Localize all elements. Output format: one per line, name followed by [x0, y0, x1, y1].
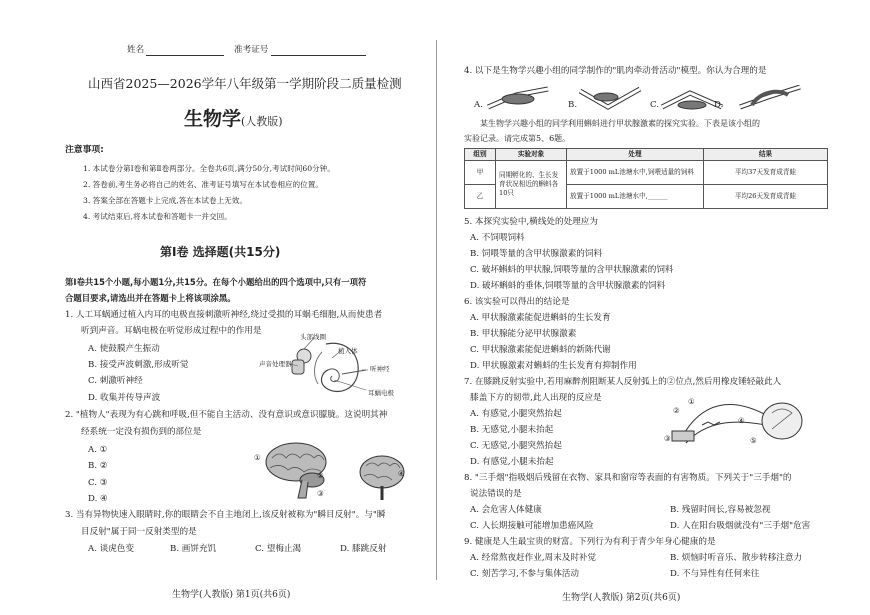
fig-label: 声音处理器	[259, 360, 292, 368]
question-4-stem: 4. 以下是生物学兴趣小组的同学制作的"肌肉牵动骨活动"模型。你认为合理的是	[464, 66, 767, 76]
fig-marker: ④	[738, 416, 745, 425]
table-header-cell: 组别	[465, 149, 496, 161]
q1-option: C. 刺激听神经	[88, 376, 143, 386]
q9-option: C. 刻苦学习,不参与集体活动	[470, 569, 579, 579]
fig-marker: ④	[398, 469, 405, 478]
q5-option: C. 破坏蝌蚪的甲状腺,饲喂等量的含甲状腺激素的饲料	[470, 265, 674, 275]
fig-label: 头部线圈	[300, 333, 326, 341]
question-5-stem: 5. 本探究实验中,横线处的处理应为	[464, 217, 598, 227]
fig-marker: ②	[673, 406, 680, 415]
question-3-stem: 目反射"属于同一反射类型的是	[81, 527, 197, 537]
name-blank	[146, 55, 224, 56]
q7-option: C. 无感觉,小腿突然抬起	[470, 441, 562, 451]
question-6-stem: 6. 该实验可以得出的结论是	[464, 297, 570, 307]
table-cell: 平均26天发育成青蛙	[704, 185, 828, 209]
table-header-cell: 结果	[704, 149, 828, 161]
experiment-intro: 某生物学兴趣小组的同学利用蝌蚪进行甲状腺激素的探究实验。下表是该小组的	[480, 119, 760, 128]
section-title: 第Ⅰ卷 选择题(共15分)	[160, 245, 281, 259]
q6-option: D. 甲状腺激素对蝌蚪的生长发育有抑制作用	[470, 361, 637, 371]
q6-option: C. 甲状腺激素能促进蝌蚪的新陈代谢	[470, 345, 611, 355]
q2-option: C. ③	[88, 478, 108, 488]
model-d	[738, 85, 804, 115]
notice-item: 4. 考试结束后,将本试卷和答题卡一并交回。	[83, 212, 232, 221]
q9-option: A. 经常熬夜赶作业,周末及时补觉	[470, 553, 597, 563]
fig-marker: ⑤	[750, 436, 757, 445]
q7-option: D. 有感觉,小腿未抬起	[470, 457, 554, 467]
table-cell: 放置于1000 mL池塘水中,______	[567, 185, 704, 209]
question-1-stem: 1. 人工耳蜗通过植入内耳的电极直接刺激听神经,绕过受损的耳蜗毛细胞,从而使患者	[65, 310, 383, 320]
fig-marker: ①	[254, 453, 261, 462]
section-desc: 合题目要求,请选出并在答题卡上将该项涂黑。	[65, 293, 236, 303]
model-a	[486, 85, 552, 115]
q3-option: D. 膝跳反射	[340, 544, 387, 554]
q1-option: A. 使鼓膜产生振动	[88, 344, 160, 354]
subject-name: 生物学	[184, 108, 242, 130]
page-footer: 生物学(人教版) 第2页(共6页)	[562, 593, 681, 603]
fig-marker: ③	[664, 434, 671, 443]
question-7-stem: 膝盖下方的韧带,此人出现的反应是	[470, 393, 602, 403]
table-cell: 放置于1000 mL池塘水中,饲喂适量的饲料	[567, 161, 704, 185]
q4-option-label: C.	[650, 100, 660, 110]
question-9-stem: 9. 健康是人生最宝贵的财富。下列行为有利于青少年身心健康的是	[464, 537, 716, 547]
q3-option: B. 画饼充饥	[170, 544, 217, 554]
fig-label: 植入体	[338, 347, 358, 355]
table-cell: 同期孵化的、生长发育状况相近的蝌蚪各10只	[496, 161, 567, 209]
q5-option: B. 饲喂等量的含甲状腺激素的饲料	[470, 249, 603, 259]
question-2-stem: 经系统一定没有损伤到的部位是	[81, 427, 202, 437]
q2-option: A. ①	[88, 445, 108, 455]
question-3-stem: 3. 当有异物快速入眼睛时,你的眼睛会不自主地闭上,该反射被称为"瞬目反射"。与"瞬	[65, 510, 386, 520]
table-row	[465, 161, 828, 185]
fig-label: 耳蜗电极	[368, 389, 394, 397]
question-8-stem: 8. "三手烟"指吸烟后残留在衣物、家具和窗帘等表面的有害物质。下列关于"三手烟"的	[464, 473, 792, 483]
q5-option: D. 破坏蝌蚪的垂体,饲喂等量的含甲状腺激素的饲料	[470, 281, 666, 291]
experiment-intro: 实验记录。请完成第5、6题。	[464, 134, 571, 143]
q4-option-label: D.	[714, 100, 724, 110]
subject-edition: (人教版)	[241, 115, 283, 128]
page-footer: 生物学(人教版) 第1页(共6页)	[172, 590, 291, 600]
table-header-cell: 实验对象	[496, 149, 567, 161]
q6-option: A. 甲状腺激素能促进蝌蚪的生长发育	[470, 313, 611, 323]
q1-option: D. 收集并传导声波	[88, 393, 161, 403]
model-b	[578, 85, 644, 115]
q3-option: A. 谈虎色变	[88, 544, 135, 554]
question-8-stem: 说法错误的是	[470, 489, 522, 499]
notice-item: 2. 答卷前,考生务必将自己的姓名、准考证号填写在本试卷相应的位置。	[83, 180, 323, 189]
experiment-table	[464, 148, 828, 209]
reflex-arc-diagram	[662, 391, 812, 451]
question-1-stem: 听到声音。耳蜗电极在听觉形成过程中的作用是	[81, 326, 262, 336]
page-2	[438, 0, 870, 615]
q4-option-label: A.	[474, 100, 483, 110]
q7-option: A. 有感觉,小腿突然抬起	[470, 409, 562, 419]
q2-option: D. ④	[88, 494, 108, 504]
q3-option: C. 望梅止渴	[255, 544, 302, 554]
q8-option: C. 人长期接触可能增加患癌风险	[470, 521, 594, 531]
table-cell: 平均37天发育成青蛙	[704, 161, 828, 185]
section-desc: 第Ⅰ卷共15个小题,每小题1分,共15分。在每个小题给出的四个选项中,只有一项符	[65, 277, 367, 287]
q8-option: D. 人在阳台吸烟就没有"三手烟"危害	[670, 521, 811, 531]
q2-option: B. ②	[88, 461, 108, 471]
q9-option: B. 烦恼时听音乐、散步转移注意力	[670, 553, 803, 563]
fig-marker: ③	[317, 489, 324, 498]
q6-option: B. 甲状腺能分泌甲状腺激素	[470, 329, 577, 339]
q8-option: B. 残留时间长,容易被忽视	[670, 505, 771, 515]
name-label: 姓名	[127, 45, 145, 55]
exam-title: 山西省2025—2026学年八年级第一学期阶段二质量检测	[88, 76, 402, 91]
question-2-stem: 2. "植物人"表现为有心跳和呼吸,但不能自主活动、没有意识或意识朦胧。这说明其神	[65, 410, 388, 420]
q7-option: B. 无感觉,小腿未抬起	[470, 425, 554, 435]
fig-label: 听神经	[370, 365, 390, 373]
subject-title	[184, 104, 283, 131]
q5-option: A. 不饲喂饲料	[470, 233, 525, 243]
exam-no-label: 准考证号	[234, 45, 269, 55]
table-header-row	[465, 149, 828, 161]
brain-diagram	[262, 440, 412, 502]
table-cell: 乙	[465, 185, 496, 209]
page-divider	[436, 40, 437, 580]
notice-item: 1. 本试卷分第Ⅰ卷和第Ⅱ卷两部分。全卷共6页,满分50分,考试时间60分钟。	[83, 164, 335, 173]
fig-marker: ②	[317, 471, 324, 480]
q9-option: D. 不与异性有任何来往	[670, 569, 760, 579]
notice-title: 注意事项:	[65, 145, 104, 155]
q8-option: A. 会危害人体健康	[470, 505, 542, 515]
table-cell: 甲	[465, 161, 496, 185]
q1-option: B. 接受声波刺激,形成听觉	[88, 360, 189, 370]
fig-marker: ①	[688, 397, 695, 406]
question-7-stem: 7. 在膝跳反射实验中,若用麻醉剂阻断某人反射弧上的②位点,然后用橡皮锤轻敲此人	[464, 377, 782, 387]
notice-item: 3. 答案全部在答题卡上完成,答在本试卷上无效。	[83, 196, 247, 205]
table-header-cell: 处理	[567, 149, 704, 161]
q4-option-label: B.	[568, 100, 578, 110]
exam-no-blank	[271, 55, 366, 56]
